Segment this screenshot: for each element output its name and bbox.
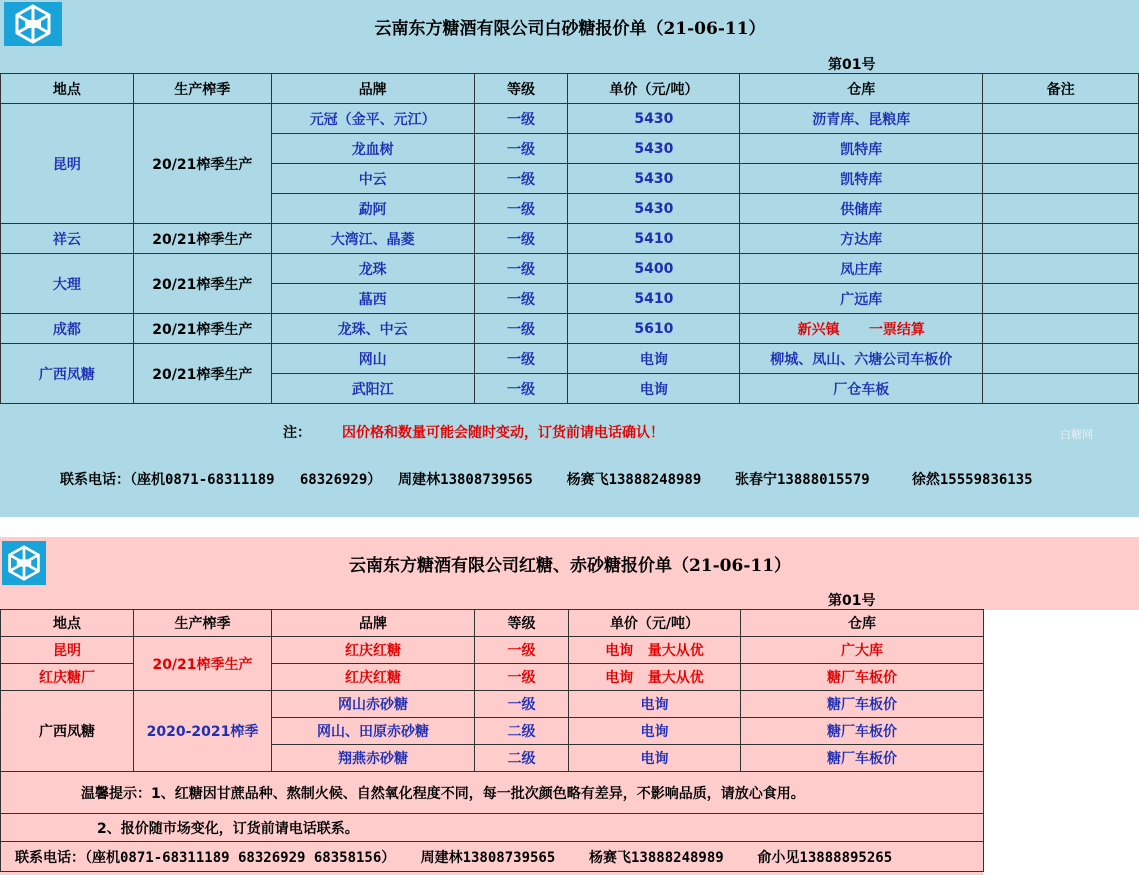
brand-cell: 龙血树	[271, 134, 474, 164]
brown-sugar-title: 云南东方糖酒有限公司红糖、赤砂糖报价单（21-06-11）	[348, 555, 792, 576]
warehouse-cell: 糖厂车板价	[741, 745, 984, 772]
brown-sugar-panel-header-extension	[983, 537, 1139, 610]
grade-cell: 一级	[475, 637, 569, 664]
header-warehouse: 仓库	[740, 74, 983, 104]
grade-cell: 一级	[474, 224, 568, 254]
location-cell: 广西凤糖	[1, 344, 134, 404]
brand-cell: 龙珠、中云	[271, 314, 474, 344]
warehouse-cell: 凯特库	[740, 164, 983, 194]
location-cell: 昆明	[1, 637, 134, 664]
remark-cell	[983, 284, 1139, 314]
white-sugar-table	[0, 73, 1139, 404]
grade-cell: 一级	[475, 691, 569, 718]
warehouse-cell: 沥青库、昆粮库	[740, 104, 983, 134]
price-cell: 电询	[568, 374, 740, 404]
table-row	[1, 691, 984, 718]
grade-cell: 一级	[475, 664, 569, 691]
remark-cell	[983, 344, 1139, 374]
white-sugar-title: 云南东方糖酒有限公司白砂糖报价单（21-06-11）	[374, 18, 766, 39]
price-cell: 电询	[568, 344, 740, 374]
brand-cell: 中云	[271, 164, 474, 194]
price-cell: 5410	[568, 224, 740, 254]
price-cell: 5410	[568, 284, 740, 314]
grade-cell: 一级	[474, 284, 568, 314]
tip-row-1	[1, 772, 984, 814]
header-location: 地点	[1, 74, 134, 104]
header-remark: 备注	[983, 74, 1139, 104]
table-header-row	[1, 74, 1139, 104]
tip1-cell: 温馨提示：1、红糖因甘蔗品种、熬制火候、自然氧化程度不同，每一批次颜色略有差异，不影响品质，请放心食用。	[1, 772, 984, 814]
table-row	[1, 254, 1139, 284]
brown-sugar-number: 第01号	[828, 593, 876, 609]
brand-cell: 龙珠	[271, 254, 474, 284]
warehouse-cell: 广远库	[740, 284, 983, 314]
company-logo-icon	[4, 2, 62, 46]
brand-cell: 翔燕赤砂糖	[272, 745, 475, 772]
brand-cell: 红庆红糖	[272, 664, 475, 691]
grade-cell: 一级	[474, 254, 568, 284]
table-row	[1, 104, 1139, 134]
warehouse-cell: 糖厂车板价	[741, 691, 984, 718]
season-cell: 20/21榨季生产	[133, 224, 271, 254]
season-cell: 20/21榨季生产	[133, 344, 271, 404]
white-sugar-contact: 联系电话：（座机0871-68311189 68326929） 周建林13808739565 杨赛飞13888248989 张春宁13888015579 徐然15559836135	[60, 472, 1033, 488]
warehouse-cell: 新兴镇 一票结算	[740, 314, 983, 344]
season-cell: 20/21榨季生产	[133, 254, 271, 314]
price-cell: 5430	[568, 164, 740, 194]
remark-cell	[983, 134, 1139, 164]
grade-cell: 一级	[474, 314, 568, 344]
brand-cell: 网山	[271, 344, 474, 374]
grade-cell: 一级	[474, 194, 568, 224]
note-label: 注：	[283, 425, 311, 441]
watermark: 白糖网	[1060, 428, 1093, 441]
table-header-row	[1, 610, 984, 637]
price-cell: 电询	[569, 745, 741, 772]
remark-cell	[983, 224, 1139, 254]
contact-row	[1, 842, 984, 872]
brown-sugar-contact: 联系电话：（座机0871-68311189 68326929 68358156） 周建林13808739565 杨赛飞13888248989 俞小见13888895265	[1, 842, 984, 872]
header-price: 单价（元/吨）	[568, 74, 740, 104]
warehouse-cell: 方达库	[740, 224, 983, 254]
brand-cell: 元冠（金平、元江）	[271, 104, 474, 134]
tip2-cell: 2、报价随市场变化，订货前请电话联系。	[1, 814, 984, 842]
company-logo-icon	[2, 541, 46, 585]
header-season: 生产榨季	[134, 610, 272, 637]
grade-cell: 二级	[475, 718, 569, 745]
season-cell: 20/21榨季生产	[133, 104, 271, 224]
season-cell: 20/21榨季生产	[133, 314, 271, 344]
brand-cell: 网山、田原赤砂糖	[272, 718, 475, 745]
header-location: 地点	[1, 610, 134, 637]
price-cell: 电询 量大从优	[569, 664, 741, 691]
price-cell: 电询	[569, 691, 741, 718]
remark-cell	[983, 164, 1139, 194]
grade-cell: 一级	[474, 374, 568, 404]
brown-sugar-table	[0, 609, 984, 872]
location-cell: 大理	[1, 254, 134, 314]
price-cell: 电询 量大从优	[569, 637, 741, 664]
brand-cell: 红庆红糖	[272, 637, 475, 664]
header-grade: 等级	[474, 74, 568, 104]
remark-cell	[983, 254, 1139, 284]
warehouse-cell: 凤庄库	[740, 254, 983, 284]
header-warehouse: 仓库	[741, 610, 984, 637]
remark-cell	[983, 104, 1139, 134]
table-row	[1, 637, 984, 664]
white-sugar-number: 第01号	[828, 57, 876, 73]
grade-cell: 一级	[474, 344, 568, 374]
warehouse-cell: 广大库	[741, 637, 984, 664]
note-text: 因价格和数量可能会随时变动，订货前请电话确认！	[342, 425, 664, 441]
header-grade: 等级	[475, 610, 569, 637]
remark-cell	[983, 314, 1139, 344]
location-cell: 成都	[1, 314, 134, 344]
warehouse-cell: 糖厂车板价	[741, 664, 984, 691]
warehouse-cell: 柳城、凤山、六塘公司车板价	[740, 344, 983, 374]
header-brand: 品牌	[272, 610, 475, 637]
price-cell: 5430	[568, 134, 740, 164]
season-cell: 2020-2021榨季	[134, 691, 272, 772]
remark-cell	[983, 374, 1139, 404]
price-cell: 5430	[568, 194, 740, 224]
price-cell: 5610	[568, 314, 740, 344]
table-row	[1, 224, 1139, 254]
location-cell: 昆明	[1, 104, 134, 224]
grade-cell: 二级	[475, 745, 569, 772]
brand-cell: 蕌西	[271, 284, 474, 314]
tip-row-2	[1, 814, 984, 842]
header-season: 生产榨季	[133, 74, 271, 104]
location-cell: 广西凤糖	[1, 691, 134, 772]
season-cell: 20/21榨季生产	[134, 637, 272, 691]
remark-cell	[983, 194, 1139, 224]
price-cell: 5400	[568, 254, 740, 284]
grade-cell: 一级	[474, 104, 568, 134]
price-cell: 电询	[569, 718, 741, 745]
warehouse-cell: 厂仓车板	[740, 374, 983, 404]
price-cell: 5430	[568, 104, 740, 134]
grade-cell: 一级	[474, 134, 568, 164]
warehouse-cell: 糖厂车板价	[741, 718, 984, 745]
brand-cell: 武阳江	[271, 374, 474, 404]
header-price: 单价（元/吨）	[569, 610, 741, 637]
warehouse-cell: 凯特库	[740, 134, 983, 164]
brand-cell: 网山赤砂糖	[272, 691, 475, 718]
table-row	[1, 314, 1139, 344]
location-cell: 红庆糖厂	[1, 664, 134, 691]
header-brand: 品牌	[271, 74, 474, 104]
brand-cell: 勐阿	[271, 194, 474, 224]
warehouse-cell: 供储库	[740, 194, 983, 224]
location-cell: 祥云	[1, 224, 134, 254]
grade-cell: 一级	[474, 164, 568, 194]
table-row	[1, 344, 1139, 374]
brand-cell: 大湾江、晶菱	[271, 224, 474, 254]
